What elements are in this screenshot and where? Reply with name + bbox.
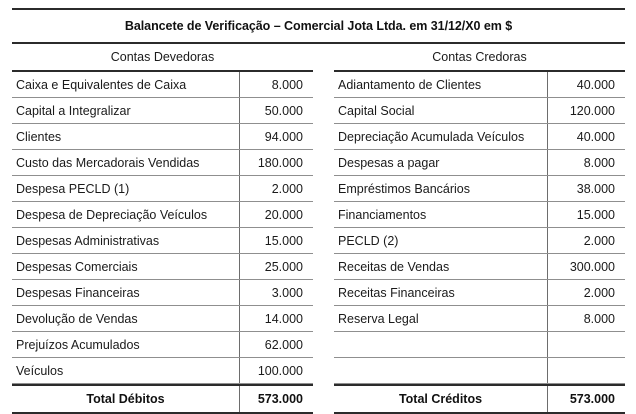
- table-row: [12, 306, 313, 332]
- page-title: Balancete de Verificação – Comercial Jota Ltda. em 31/12/X0 em $: [124, 19, 513, 33]
- credit-account-name: Depreciação Acumulada Veículos: [338, 129, 525, 144]
- table-row: [12, 124, 313, 150]
- credit-account-amount: 120.000: [547, 98, 625, 123]
- debit-account-amount: 8.000: [239, 72, 313, 97]
- table-row: [334, 150, 625, 176]
- debit-section-header: Contas Devedoras: [12, 44, 313, 72]
- debit-account-name: Despesas Financeiras: [16, 285, 140, 300]
- table-row: [334, 254, 625, 280]
- credit-account-amount: 300.000: [547, 254, 625, 279]
- debit-account-name: Despesa PECLD (1): [16, 181, 130, 196]
- table-row: [12, 358, 313, 384]
- table-row-empty: [334, 358, 625, 384]
- table-row: [334, 280, 625, 306]
- table-row-empty: [334, 332, 625, 358]
- empty-cell: [334, 332, 547, 357]
- table-row: [12, 150, 313, 176]
- credit-account-name: PECLD (2): [338, 233, 399, 248]
- debit-account-amount: 50.000: [239, 98, 313, 123]
- debit-account-name: Prejuízos Acumulados: [16, 337, 140, 352]
- balancete-columns: [12, 44, 625, 414]
- empty-cell: [547, 358, 625, 383]
- credit-column: [334, 44, 625, 414]
- table-row: [12, 280, 313, 306]
- table-row: [12, 332, 313, 358]
- credit-account-name: Despesas a pagar: [338, 155, 440, 170]
- debit-account-amount: 25.000: [239, 254, 313, 279]
- credit-account-name: Adiantamento de Clientes: [338, 77, 482, 92]
- credit-account-name: Capital Social: [338, 103, 415, 118]
- debit-account-amount: 14.000: [239, 306, 313, 331]
- empty-cell: [334, 358, 547, 383]
- credit-section-header: Contas Credoras: [334, 44, 625, 72]
- table-row: [334, 228, 625, 254]
- credit-account-amount: 40.000: [547, 124, 625, 149]
- credit-account-name: Empréstimos Bancários: [338, 181, 470, 196]
- debit-total-row: [12, 384, 313, 414]
- credit-account-amount: 8.000: [547, 306, 625, 331]
- table-row: [12, 98, 313, 124]
- credit-account-name: Financiamentos: [338, 207, 427, 222]
- table-row: [12, 254, 313, 280]
- debit-account-amount: 100.000: [239, 358, 313, 383]
- empty-cell: [547, 332, 625, 357]
- table-row: [334, 72, 625, 98]
- credit-total-amount: 573.000: [547, 386, 625, 412]
- table-title-band: [12, 8, 625, 44]
- debit-account-name: Despesa de Depreciação Veículos: [16, 207, 208, 222]
- credit-total-label: Total Créditos: [398, 392, 483, 406]
- debit-account-name: Custo das Mercadorais Vendidas: [16, 155, 200, 170]
- credit-account-amount: 15.000: [547, 202, 625, 227]
- debit-total-amount: 573.000: [239, 386, 313, 412]
- debit-account-amount: 2.000: [239, 176, 313, 201]
- table-row: [334, 124, 625, 150]
- debit-account-amount: 3.000: [239, 280, 313, 305]
- credit-account-name: Receitas de Vendas: [338, 259, 450, 274]
- table-row: [12, 202, 313, 228]
- debit-account-amount: 15.000: [239, 228, 313, 253]
- debit-account-name: Despesas Comerciais: [16, 259, 138, 274]
- debit-account-name: Capital a Integralizar: [16, 103, 131, 118]
- debit-column: [12, 44, 313, 414]
- credit-account-amount: 38.000: [547, 176, 625, 201]
- credit-account-name: Receitas Financeiras: [338, 285, 455, 300]
- credit-account-amount: 8.000: [547, 150, 625, 175]
- table-row: [12, 228, 313, 254]
- debit-account-amount: 62.000: [239, 332, 313, 357]
- debit-account-name: Veículos: [16, 363, 64, 378]
- debit-account-name: Devolução de Vendas: [16, 311, 138, 326]
- credit-account-amount: 2.000: [547, 280, 625, 305]
- debit-account-name: Despesas Administrativas: [16, 233, 160, 248]
- table-row: [334, 98, 625, 124]
- debit-account-amount: 20.000: [239, 202, 313, 227]
- credit-account-name: Reserva Legal: [338, 311, 419, 326]
- debit-total-label: Total Débitos: [86, 392, 165, 406]
- table-row: [334, 176, 625, 202]
- table-row: [12, 176, 313, 202]
- table-row: [334, 306, 625, 332]
- table-row: [334, 202, 625, 228]
- debit-account-amount: 94.000: [239, 124, 313, 149]
- credit-total-row: [334, 384, 625, 414]
- credit-rows: [334, 72, 625, 384]
- debit-account-name: Clientes: [16, 129, 62, 144]
- debit-account-amount: 180.000: [239, 150, 313, 175]
- credit-account-amount: 40.000: [547, 72, 625, 97]
- debit-rows: [12, 72, 313, 384]
- table-row: [12, 72, 313, 98]
- debit-account-name: Caixa e Equivalentes de Caixa: [16, 77, 187, 92]
- credit-account-amount: 2.000: [547, 228, 625, 253]
